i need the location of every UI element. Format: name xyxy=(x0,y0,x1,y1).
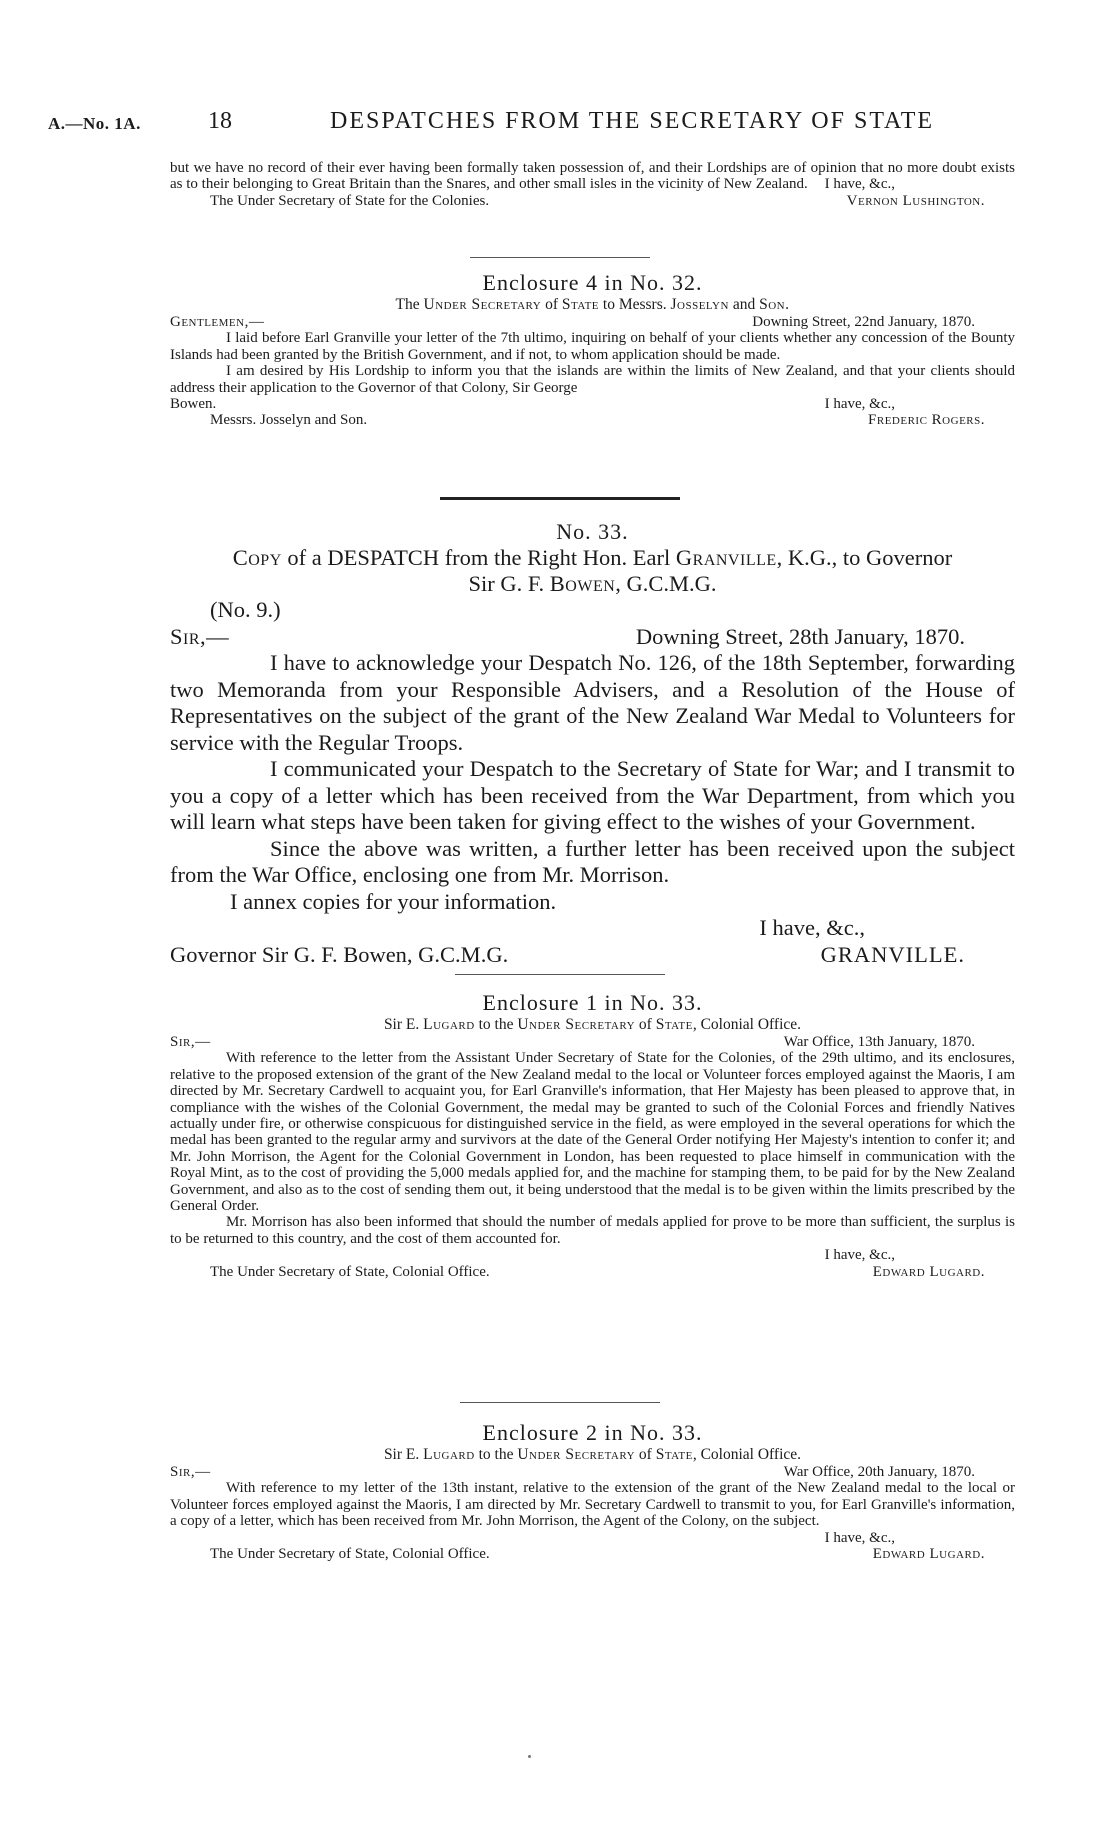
salutation-row xyxy=(170,314,1015,330)
salutation-row xyxy=(170,1464,1015,1480)
signature: Edward Lugard. xyxy=(872,1263,985,1280)
subtitle-part: of xyxy=(638,1016,652,1033)
enclosure-title: Enclosure 4 in No. 32. xyxy=(482,270,703,295)
subtitle-part: State xyxy=(561,296,600,313)
continuation-paragraph: but we have no record of their ever having been formally taken possession of, and their Lordships are of opinion that no more doubt exists as to their belonging to Great Britain than the Snares, and other small isles in the vicinity of New Zealand. xyxy=(170,160,1015,193)
enclosure-subtitle xyxy=(170,296,1015,314)
closing: I have, &c., xyxy=(824,176,895,193)
closing-row xyxy=(170,1247,1015,1263)
enclosure-4-no-32 xyxy=(170,270,1015,429)
enclosure-subtitle xyxy=(170,1446,1015,1464)
salutation: Sir,— xyxy=(170,623,230,649)
letter-paragraph: I laid before Earl Granville your letter of the 7th ultimo, inquiring on behalf of your clients whether any concession of the Bounty Islands had been granted by the British Government, and if not, to whom application should be made. xyxy=(170,330,1015,363)
letter-paragraph: With reference to the letter from the Assistant Under Secretary of State for the Colonies, of the 29th ultimo, and its enclosures, relative to the proposed extension of the grant of the New Zealand medal to the local or Volunteer forces employed against the Maoris, I am directed by Mr. Secretary Cardwell to acquaint you, for Earl Granville's information, that Her Majesty has been pleased to approve that, in compliance with the wishes of the Colonial Government, the medal may be granted to such of the Colonial Forces and friendly Natives actually under fire, or otherwise conspicuous for distinguished service in the field, as were employed in the several operations for which the medal has been granted to the regular army and survivors at the date of the General Order notifying Her Majesty's intention to confer it; and Mr. John Morrison, the Agent for the Colonial Government in London, has been requested to place himself in communication with the Royal Mint, as to the cost of providing the 5,000 medals applied for, and the machine for stamping them, to be paid for by the New Zealand Government, and also as to the cost of sending them out, it being understood that the medal is to be given within the limits prescribed by the General Order. xyxy=(170,1050,1015,1215)
signature: Frederic Rogers. xyxy=(868,412,985,429)
place-date: War Office, 13th January, 1870. xyxy=(783,1034,975,1050)
enclosure-2-no-33 xyxy=(170,1420,1015,1562)
addressee: The Under Secretary of State, Colonial Office. xyxy=(210,1546,490,1563)
enclosure-title: Enclosure 2 in No. 33. xyxy=(482,1420,703,1445)
subtitle-part: Under Secretary xyxy=(517,1016,636,1033)
addressee: The Under Secretary of State, Colonial Office. xyxy=(210,1263,490,1280)
subtitle-part: to Messrs. xyxy=(602,296,667,313)
letter-paragraph: With reference to my letter of the 13th instant, relative to the extension of the grant of the New Zealand medal to the local or Volunteer forces employed against the Maoris, I am directed by Mr. Secretary Cardwell to transmit to you, for Earl Granville's information, a copy of a letter, which has been received from Mr. John Morrison, the Agent of the Colony, on the subject. xyxy=(170,1480,1015,1530)
despatch-paragraph: I communicated your Despatch to the Secretary of State for War; and I transmit to you a copy of a letter which has been received from the War Department, from which you will learn what steps have been taken for giving effect to the wishes of your Government. xyxy=(170,756,1015,834)
enclosure-subtitle xyxy=(170,1016,1015,1034)
closing-row xyxy=(170,915,1015,942)
subtitle-part: Lugard xyxy=(423,1016,475,1033)
despatch-paragraph: I have to acknowledge your Despatch No. 126, of the 18th September, forwarding two Memoranda from your Responsible Advisers, and a Resolution of the House of Representatives on the subject of the grant of the New Zealand War Medal to Volunteers for service with the Regular Troops. xyxy=(170,650,1015,755)
place-date: War Office, 20th January, 1870. xyxy=(783,1464,975,1480)
salutation: Sir,— xyxy=(170,1034,211,1050)
letter-paragraph: Mr. Morrison has also been informed that should the number of medals applied for prove to be more than sufficient, the surplus is to be returned to this country, and the cost of them accounted for. xyxy=(170,1214,1015,1247)
print-speck xyxy=(528,1755,531,1758)
letter-paragraph-end: Bowen. xyxy=(170,396,217,413)
enclosure-1-no-33 xyxy=(170,990,1015,1280)
subtitle-part: , Colonial Office. xyxy=(692,1446,802,1463)
place-date: Downing Street, 28th January, 1870. xyxy=(635,623,965,649)
continuation-letter xyxy=(170,160,1015,209)
closing: I have, &c., xyxy=(759,915,865,940)
addressee: Governor Sir G. F. Bowen, G.C.M.G. xyxy=(170,941,509,967)
addressee: Messrs. Josselyn and Son. xyxy=(210,412,368,429)
parliamentary-paper-ref: A.—No. 1A. xyxy=(48,114,141,133)
despatch-paragraph: Since the above was written, a further letter has been received upon the subject from the War Office, enclosing one from Mr. Morrison. xyxy=(170,835,1015,887)
salutation-row xyxy=(170,624,1015,651)
despatch-number: No. 33. xyxy=(556,519,629,544)
subtitle-part: Josselyn xyxy=(670,296,729,313)
subtitle-part: and xyxy=(732,296,756,313)
despatch-ref-row xyxy=(170,597,1015,624)
place-date: Downing Street, 22nd January, 1870. xyxy=(752,314,975,330)
title-part: Granville xyxy=(675,545,777,570)
signature: Edward Lugard. xyxy=(872,1546,985,1563)
salutation: Gentlemen,— xyxy=(170,314,265,330)
despatch-title xyxy=(170,545,1015,571)
subtitle-part: Sir E. xyxy=(383,1446,420,1463)
signature: GRANVILLE. xyxy=(820,941,965,967)
section-divider xyxy=(455,974,665,975)
letter-paragraph: I am desired by His Lordship to inform you that the islands are within the limits of New Zealand, and that your clients should address their application to the Governor of that Colony, Sir George xyxy=(170,363,1015,396)
salutation: Sir,— xyxy=(170,1464,211,1480)
title-part: Copy xyxy=(232,545,282,570)
major-divider xyxy=(440,497,680,500)
page-number: 18 xyxy=(208,108,232,134)
running-title: DESPATCHES FROM THE SECRETARY OF STATE xyxy=(330,108,935,134)
closing: I have, &c., xyxy=(824,1247,895,1264)
subtitle-part: of xyxy=(545,296,559,313)
subtitle-part: to the xyxy=(478,1016,514,1033)
title-part: of a DESPATCH from the Right Hon. Earl xyxy=(287,545,671,570)
despatch-ref: (No. 9.) xyxy=(210,597,281,622)
subtitle-part: State xyxy=(655,1446,693,1463)
salutation-row xyxy=(170,1034,1015,1050)
subtitle-part: The xyxy=(395,296,420,313)
addressee: The Under Secretary of State for the Colonies. xyxy=(210,192,490,209)
title-part: Sir G. F. xyxy=(468,571,545,596)
section-divider xyxy=(470,257,650,258)
closing-row xyxy=(170,396,1015,412)
closing-row xyxy=(170,1530,1015,1546)
title-part: Bowen xyxy=(549,571,616,596)
title-part: , K.G., to Governor xyxy=(776,545,953,570)
closing: I have, &c., xyxy=(824,396,895,413)
subtitle-part: Sir E. xyxy=(383,1016,420,1033)
sign-row xyxy=(170,1546,1015,1562)
subtitle-part: , Colonial Office. xyxy=(692,1016,802,1033)
continuation-sign-row xyxy=(170,193,1015,209)
sign-row xyxy=(170,942,1015,969)
despatch-paragraph: I annex copies for your information. xyxy=(230,888,557,914)
despatch-no-33 xyxy=(170,519,1015,968)
subtitle-part: to the xyxy=(478,1446,514,1463)
closing: I have, &c., xyxy=(824,1529,895,1546)
subtitle-part: Lugard xyxy=(423,1446,475,1463)
sign-row xyxy=(170,1264,1015,1280)
title-part: , G.C.M.G. xyxy=(615,571,717,596)
subtitle-part: of xyxy=(638,1446,652,1463)
subtitle-part: State xyxy=(655,1016,693,1033)
enclosure-title: Enclosure 1 in No. 33. xyxy=(482,990,703,1015)
despatch-title-line2 xyxy=(170,571,1015,597)
subtitle-part: Under Secretary xyxy=(423,296,542,313)
signature: Vernon Lushington. xyxy=(846,192,985,209)
sign-row xyxy=(170,412,1015,428)
subtitle-part: Under Secretary xyxy=(517,1446,636,1463)
running-header xyxy=(40,108,1080,140)
section-divider xyxy=(460,1402,660,1403)
subtitle-part: Son. xyxy=(759,296,790,313)
